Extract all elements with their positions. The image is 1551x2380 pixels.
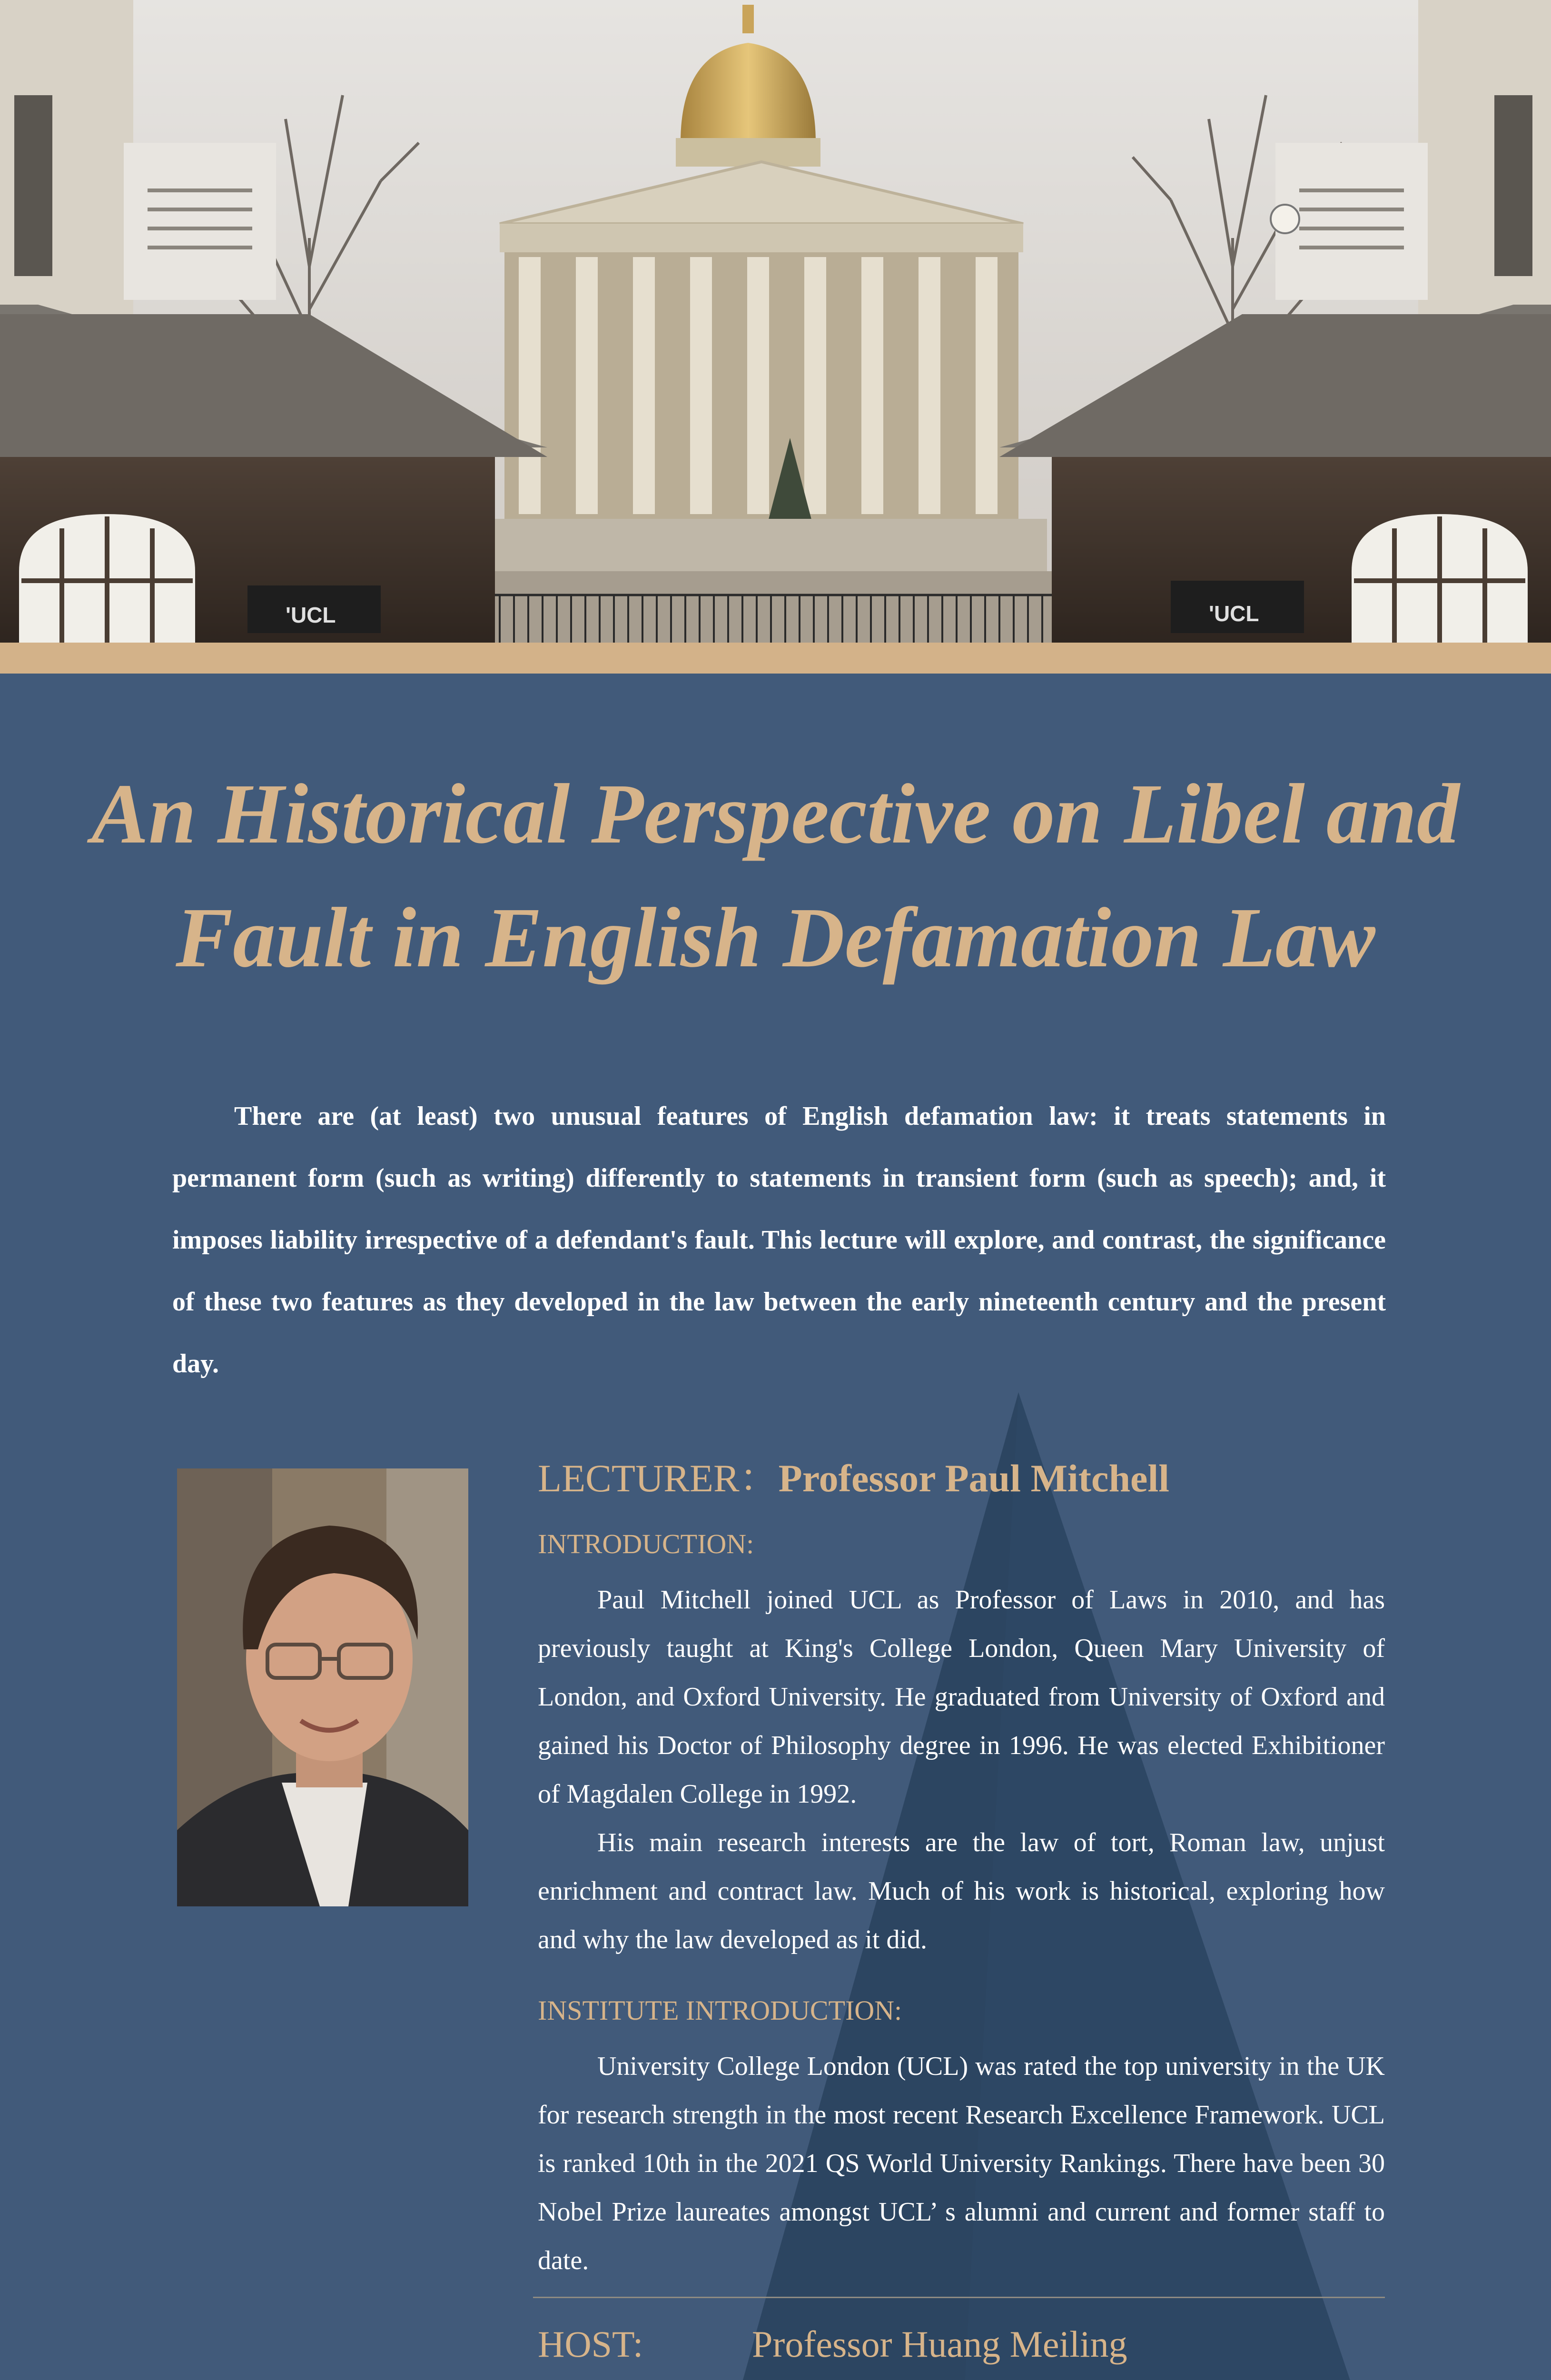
institute-heading: INSTITUTE INTRODUCTION: [538, 1995, 902, 2026]
introduction-paragraph-2: His main research interests are the law of tort, Roman law, unjust enrichment and contract law. Much of his work is historical, exploring how and why the law developed as it did. [538, 1828, 1385, 1954]
host-label: HOST: [538, 2323, 643, 2365]
title-line-1: An Historical Perspective on Libel and [91, 766, 1460, 861]
abstract-text: There are (at least) two unusual features of English defamation law: it treats statements in permanent form (such as writing) differently to statements in transient form (such as speech); and, it imposes liability irrespective of a defendant's fault. This lecture will explore, and contrast, the significance of these two features as they developed in the law between the early nineteenth century and the present day. [172, 1101, 1386, 1378]
divider-line [533, 2297, 1385, 2298]
lecturer-name: Professor Paul Mitchell [778, 1457, 1170, 1500]
lecturer-heading [538, 1447, 1169, 1503]
gold-divider-band [0, 643, 1551, 674]
lecturer-portrait [177, 1468, 468, 1906]
introduction-body [538, 1576, 1385, 1964]
portrait-image [177, 1468, 468, 1906]
page-title [0, 752, 1551, 1000]
host-name: Professor Huang Meiling [752, 2323, 1127, 2365]
lecturer-label: LECTURER： [538, 1457, 779, 1500]
introduction-paragraph-1: Paul Mitchell joined UCL as Professor of Laws in 2010, and has previously taught at King's College London, Queen Mary University of London, and Oxford University. He graduated from University of Oxford and gained his Doctor of Philosophy degree in 1996. He was elected Exhibitioner of Magdalen College in 1992. [538, 1585, 1385, 1809]
title-line-2: Fault in English Defamation Law [176, 890, 1375, 985]
lecture-abstract [172, 1085, 1386, 1395]
introduction-heading: INTRODUCTION: [538, 1528, 754, 1559]
signage-right: 'UCL [1209, 601, 1259, 626]
hero-photo [0, 0, 1551, 643]
ucl-portico-illustration [0, 0, 1551, 643]
institute-paragraph: University College London (UCL) was rated the top university in the UK for research strength in the most recent Research Excellence Framework. UCL is ranked 10th in the 2021 QS World University Rankings. There have been 30 Nobel Prize laureates amongst UCL’ s alumni and current and former staff to date. [538, 2052, 1385, 2275]
signage-left: 'UCL [286, 603, 336, 627]
institute-body [538, 2042, 1385, 2285]
